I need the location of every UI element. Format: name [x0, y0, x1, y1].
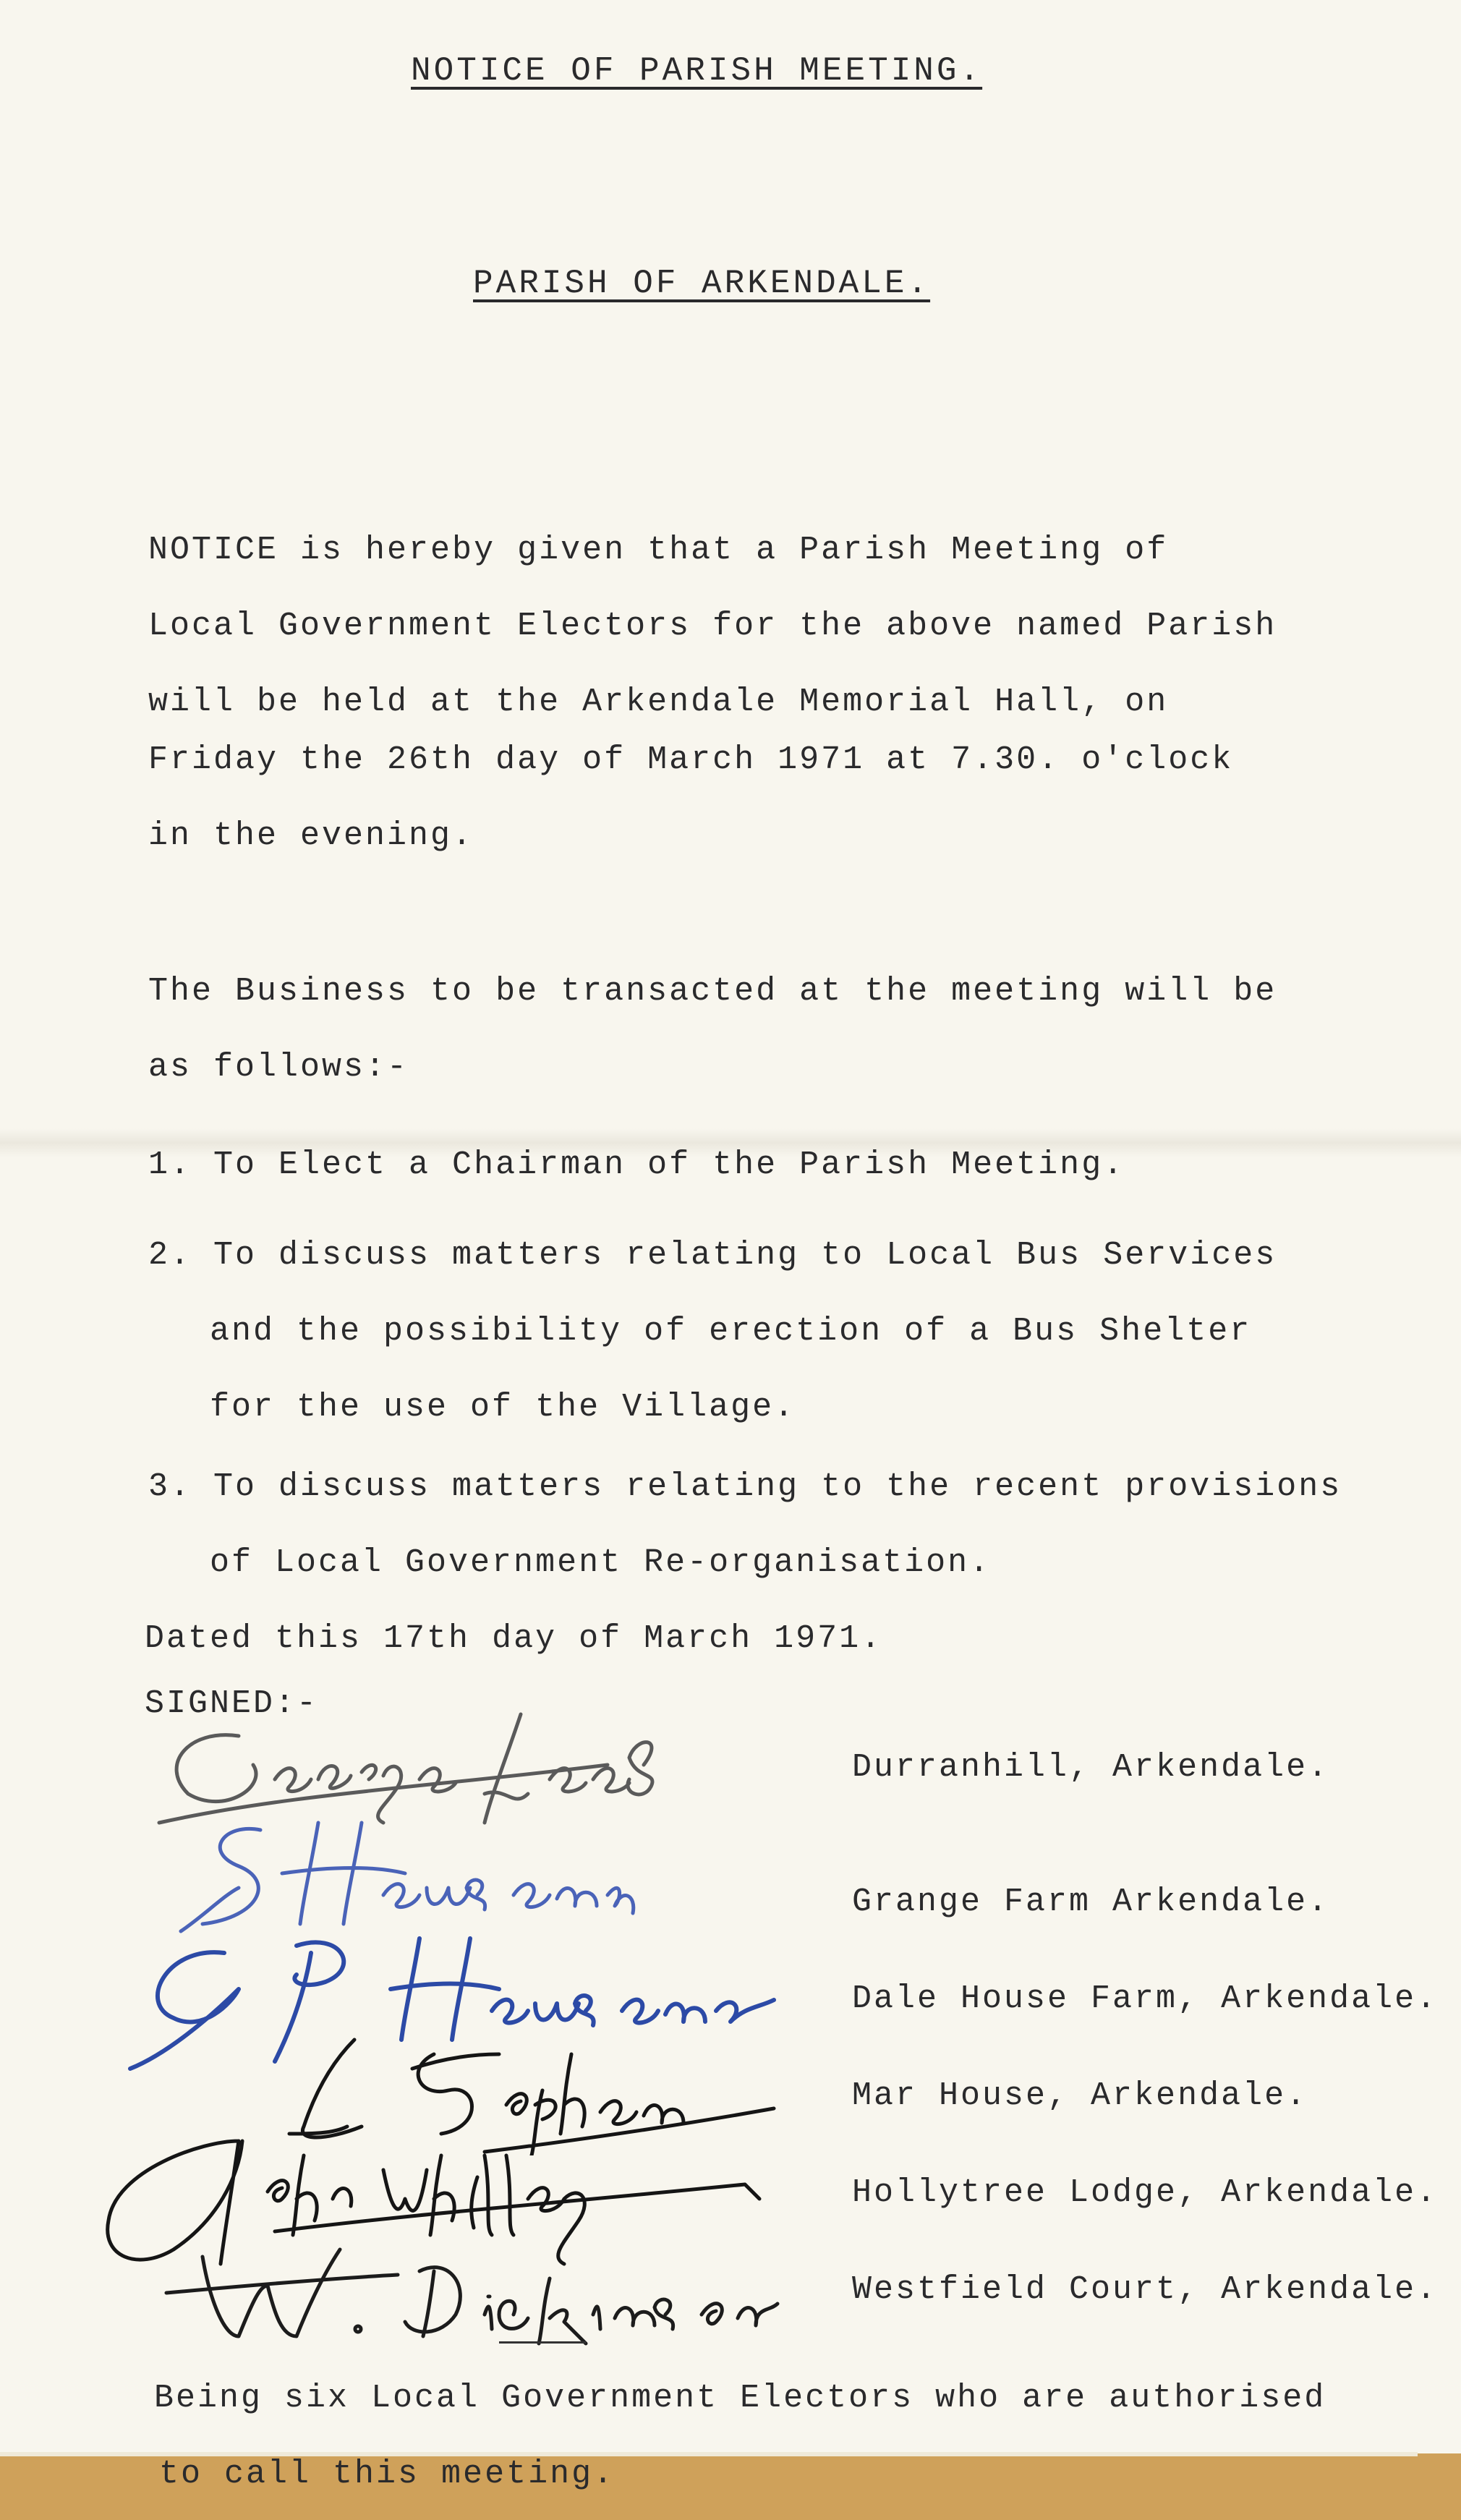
agenda-item-3-cont: of Local Government Re-organisation. — [210, 1544, 992, 1581]
agenda-item-1: 1. To Elect a Chairman of the Parish Meeting. — [148, 1146, 1125, 1183]
notice-line: in the evening. — [148, 817, 474, 854]
agenda-item-2: 2. To discuss matters relating to Local Bus Services — [148, 1237, 1277, 1274]
agenda-item-2-cont: for the use of the Village. — [210, 1389, 796, 1426]
closing-line: to call this meeting. — [159, 2456, 616, 2493]
parish-heading: PARISH OF ARKENDALE. — [473, 265, 931, 302]
signature-underline — [499, 2341, 586, 2344]
signatory-address: Mar House, Arkendale. — [852, 2077, 1308, 2114]
closing-line: Being six Local Government Electors who are authorised — [154, 2380, 1326, 2417]
notice-line: Local Government Electors for the above named Parish — [148, 608, 1277, 644]
agenda-item-2-cont: and the possibility of erection of a Bus Shelter — [210, 1313, 1252, 1350]
signatory-address: Westfield Court, Arkendale. — [852, 2271, 1439, 2308]
notice-line: NOTICE is hereby given that a Parish Meeting of — [148, 532, 1169, 569]
signatory-address: Dale House Farm, Arkendale. — [852, 1980, 1439, 2017]
document-title: NOTICE OF PARISH MEETING. — [411, 52, 983, 90]
signature-w-dickinson — [159, 2228, 781, 2358]
dated-line: Dated this 17th day of March 1971. — [145, 1620, 883, 1657]
notice-line: Friday the 26th day of March 1971 at 7.30. o'clock — [148, 741, 1234, 778]
notice-line: will be held at the Arkendale Memorial Hall, on — [148, 684, 1169, 720]
business-line: The Business to be transacted at the meeting will be — [148, 973, 1277, 1010]
business-line: as follows:- — [148, 1049, 409, 1086]
signatory-address: Durranhill, Arkendale. — [852, 1749, 1330, 1786]
agenda-item-3: 3. To discuss matters relating to the recent provisions — [148, 1468, 1342, 1505]
signed-label: SIGNED:- — [145, 1685, 319, 1722]
signatory-address: Hollytree Lodge, Arkendale. — [852, 2174, 1439, 2211]
signatory-address: Grange Farm Arkendale. — [852, 1883, 1330, 1920]
